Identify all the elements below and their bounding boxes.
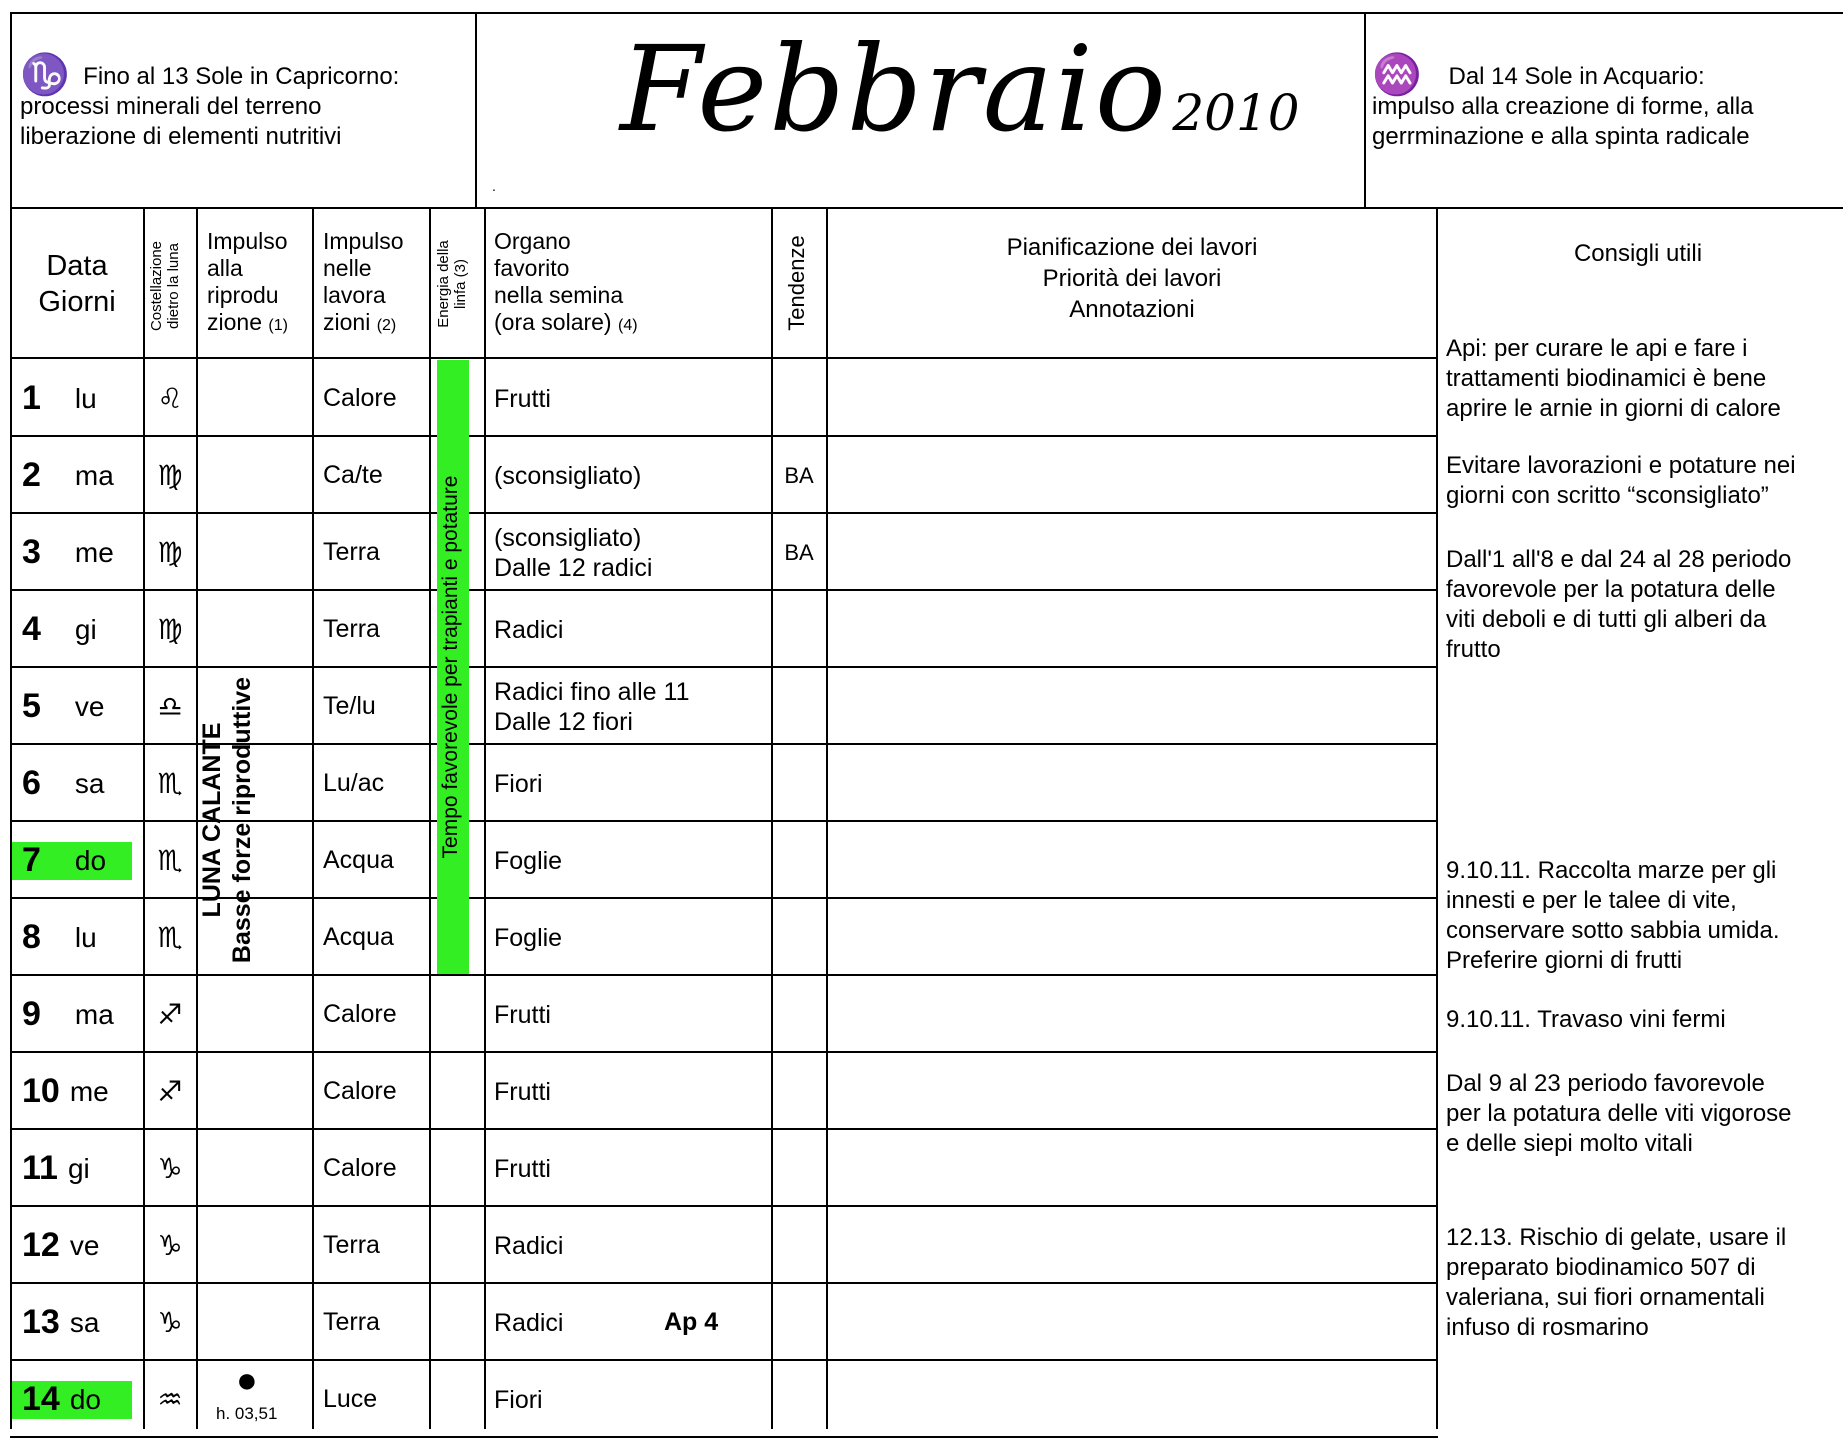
day-name: do [69,1383,101,1415]
organo-favorito [494,899,774,976]
date-cell [12,822,134,899]
organo-favorito [494,437,774,514]
zodiac-sign-icon: ♑ [157,1152,183,1185]
col-imp-lav-note: (2) [376,317,397,334]
zodiac-sign-icon: ♑ [157,1306,183,1339]
date-cell [12,976,134,1053]
day-name: gi [74,613,97,645]
zodiac-sign-icon: ♍ [157,613,183,646]
day-number: 1 [22,379,41,417]
zodiac-sign-icon: ♌ [157,382,183,415]
header-right-line3: gerrminazione e alla spinta radicale [1372,123,1750,150]
impulso-lavorazioni: Luce [323,1385,378,1413]
linfa-band-label: Tempo favorevole per trapianti e potature [439,475,462,859]
luna-calante-label [197,570,267,1070]
col-pianif-l1: Pianificazione dei lavori [1006,234,1258,261]
day-number: 10 [22,1072,60,1110]
organo-line2: Dalle 12 fiori [494,707,633,736]
day-number: 4 [22,610,41,648]
title-month: Febbraio [620,20,1168,158]
planning-cell[interactable] [830,1130,1434,1207]
consiglio-line: aprire le arnie in giorni di calore [1446,395,1781,422]
organo-line1: Radici fino alle 11 [494,677,690,706]
day-name: sa [74,767,105,799]
consiglio-line: 12.13. Rischio di gelate, usare il [1446,1224,1787,1251]
zodiac-sign-icon: ♏ [157,844,183,877]
consiglio-line: 9.10.11. Travaso vini fermi [1446,1006,1726,1033]
organo-line1: Fiori [494,1385,543,1414]
col-imp-rip-l1: Impulso [207,228,288,254]
table-row [10,1284,1438,1361]
date-cell [12,1284,134,1361]
planning-cell[interactable] [830,360,1434,437]
planning-cell[interactable] [830,1053,1434,1130]
col-imp-lav-l4: zioni [323,309,371,335]
tendenze-cell [773,668,825,745]
day-number: 13 [22,1303,60,1341]
organo-line1: Radici [494,1231,564,1260]
consiglio-line: favorevole per la potatura delle [1446,576,1776,603]
day-name: lu [74,382,97,414]
date-cell [12,437,134,514]
header-left [20,52,460,152]
planning-cell[interactable] [830,745,1434,822]
date-cell [12,745,134,822]
day-number: 6 [22,764,41,802]
consiglio-block [1446,1005,1836,1035]
impulso-lavorazioni: Calore [323,1154,397,1182]
organo-favorito [494,1361,774,1438]
col-header-data [12,248,142,320]
col-organo-l1: Organo [494,228,571,254]
tendenze-cell [773,976,825,1053]
col-header-organo [494,228,769,339]
organo-line1: Foglie [494,846,563,875]
col-organo-l3: nella semina [494,282,624,308]
date-cell [12,1361,134,1438]
day-number: 11 [22,1149,58,1187]
header-right-line2: impulso alla creazione di forme, alla [1372,93,1754,120]
zodiac-sign-icon: ♍ [157,459,183,492]
col-costellazione-line2: dietro la luna [165,243,182,329]
zodiac-sign-icon: ♐ [157,1075,183,1108]
day-name: me [69,1075,109,1107]
consiglio-line: per la potatura delle viti vigorose [1446,1100,1792,1127]
date-cell [12,591,134,668]
consiglio-block [1446,451,1836,511]
tendenze-cell [773,899,825,976]
zodiac-sign-icon: ♒ [157,1383,183,1416]
col-imp-lav-l2: nelle [323,255,372,281]
col-header-costellazione [148,226,192,346]
zodiac-sign-icon: ♏ [157,921,183,954]
day-number: 14 [22,1380,60,1418]
col-header-tendenze: Tendenze [784,235,809,331]
header-right [1372,52,1832,152]
planning-cell[interactable] [830,514,1434,591]
day-name: me [74,536,114,568]
consiglio-line: Dall'1 all'8 e dal 24 al 28 periodo [1446,546,1792,573]
table-row [10,437,1438,514]
organo-extra: Ap 4 [664,1308,719,1336]
impulso-lavorazioni: Terra [323,538,380,566]
zodiac-sign-icon: ♑ [157,1229,183,1262]
tendenze-cell: BA [784,462,814,488]
col-organo-l4: (ora solare) [494,309,612,335]
col-imp-rip-note: (1) [268,317,288,334]
col-imp-rip-l4: zione [207,309,262,335]
col-imp-rip-l2: alla [207,255,243,281]
day-name: sa [69,1306,100,1338]
date-cell [12,668,134,745]
day-number: 5 [22,687,41,725]
tendenze-cell [773,1207,825,1284]
zodiac-sign-icon: ♐ [157,998,183,1031]
day-name: lu [74,921,97,953]
table-row [10,1130,1438,1207]
col-imp-rip-l3: riprodu [207,282,279,308]
organo-line1: Fiori [494,769,543,798]
consiglio-block [1446,334,1836,424]
header-left-line2: processi minerali del terreno [20,93,322,120]
impulso-lavorazioni: Terra [323,1231,380,1259]
capricorn-icon: ♑ [20,52,70,98]
consiglio-block [1446,1069,1836,1159]
organo-line1: (sconsigliato) [494,461,642,490]
impulso-lavorazioni: Terra [323,615,380,643]
planning-cell[interactable] [830,1207,1434,1284]
tendenze-cell [773,1361,825,1438]
tendenze-cell [773,360,825,437]
planning-cell[interactable] [830,1361,1434,1438]
col-organo-note: (4) [618,317,638,334]
tendenze-cell [773,591,825,668]
day-name: ma [74,998,114,1030]
planning-cell[interactable] [830,822,1434,899]
col-imp-lav-l1: Impulso [323,228,404,254]
col-energia-line2: linfa (3) [452,258,469,310]
day-number: 9 [22,995,41,1033]
impulso-lavorazioni: Calore [323,384,397,412]
header-right-line1: Dal 14 Sole in Acquario: [1448,63,1705,90]
planning-cell[interactable] [830,1284,1434,1361]
col-header-impulso-lavorazioni [323,228,428,339]
consiglio-line: giorni con scritto “sconsigliato” [1446,482,1769,509]
consiglio-line: e delle siepi molto vitali [1446,1130,1693,1157]
date-cell [12,360,134,437]
impulso-lavorazioni: Calore [323,1077,397,1105]
table-row [10,360,1438,437]
impulso-lavorazioni: Acqua [323,923,394,951]
organo-line1: Foglie [494,923,563,952]
col-data-line1: Data [46,250,108,282]
col-header-pianificazione [828,232,1436,325]
full-moon-time: h. 03,51 [216,1404,278,1423]
col-header-impulso-riproduzione [207,228,312,339]
table-row [10,1361,1438,1438]
col-header-energia-linfa [435,229,479,339]
planning-cell[interactable] [830,668,1434,745]
organo-favorito [494,976,774,1053]
header-left-line3: liberazione di elementi nutritivi [20,123,342,150]
aquarius-icon: ♒ [1372,52,1422,98]
consiglio-line: Preferire giorni di frutti [1446,947,1683,974]
tendenze-cell [773,1130,825,1207]
consiglio-line: preparato biodinamico 507 di [1446,1254,1756,1281]
day-number: 8 [22,918,41,956]
col-pianif-l3: Annotazioni [1069,296,1195,323]
tendenze-cell [773,1284,825,1361]
col-data-line2: Giorni [38,286,116,318]
day-name: ve [74,690,105,722]
col-energia-line1: Energia della [435,240,452,328]
day-number: 3 [22,533,41,571]
col-imp-lav-l3: lavora [323,282,386,308]
full-moon-icon: ● [236,1359,258,1400]
consiglio-block [1446,1223,1836,1343]
consiglio-line: innesti e per le talee di vite, [1446,887,1737,914]
table-row [10,1207,1438,1284]
day-name: gi [67,1152,90,1184]
date-cell [12,1130,134,1207]
page-title [620,20,1320,170]
day-number: 12 [22,1226,60,1264]
planning-cell[interactable] [830,976,1434,1053]
planning-cell[interactable] [830,899,1434,976]
date-cell [12,514,134,591]
organo-line1: Frutti [494,1077,551,1106]
organo-line1: Radici [494,1308,564,1337]
organo-favorito [494,668,774,745]
organo-favorito [494,822,774,899]
planning-cell[interactable] [830,591,1434,668]
luna-line2: Basse forze riproduttive [228,676,256,964]
organo-line1: Radici [494,615,564,644]
col-header-consigli: Consigli utili [1573,240,1703,267]
organo-line1: (sconsigliato) [494,523,642,552]
consiglio-line: conservare sotto sabbia umida. [1446,917,1780,944]
day-name: ma [74,459,114,491]
tendenze-cell: BA [784,539,814,565]
consiglio-line: Dal 9 al 23 periodo favorevole [1446,1070,1765,1097]
organo-line1: Frutti [494,384,551,413]
organo-favorito [494,360,774,437]
date-cell [12,1207,134,1284]
tendenze-cell [773,1053,825,1130]
organo-favorito [494,1207,774,1284]
header-dot: . [492,178,496,194]
organo-line1: Frutti [494,1000,551,1029]
organo-favorito [494,514,774,591]
consiglio-line: 9.10.11. Raccolta marze per gli [1446,857,1777,884]
title-year: 2010 [1172,84,1300,142]
tendenze-cell [773,745,825,822]
impulso-lavorazioni: Lu/ac [323,769,385,797]
header-left-line1: Fino al 13 Sole in Capricorno: [83,63,400,90]
impulso-lavorazioni: Terra [323,1308,380,1336]
consiglio-block [1446,545,1836,665]
day-number: 2 [22,456,41,494]
consiglio-block [1446,856,1836,976]
organo-favorito [494,745,774,822]
impulso-lavorazioni: Acqua [323,846,394,874]
col-pianif-l2: Priorità dei lavori [1042,265,1222,292]
date-cell [12,1053,134,1130]
col-organo-l2: favorito [494,255,570,281]
tendenze-cell [773,822,825,899]
consiglio-line: Api: per curare le api e fare i [1446,335,1748,362]
consiglio-line: trattamenti biodinamici è bene [1446,365,1767,392]
organo-favorito [494,1053,774,1130]
consiglio-line: viti deboli e di tutti gli alberi da [1446,606,1767,633]
organo-line2: Dalle 12 radici [494,553,653,582]
organo-favorito [494,591,774,668]
organo-favorito [494,1130,774,1207]
day-number: 7 [22,841,41,879]
consiglio-line: valeriana, sui fiori ornamentali [1446,1284,1765,1311]
impulso-lavorazioni: Te/lu [323,692,376,720]
impulso-lavorazioni: Calore [323,1000,397,1028]
planning-cell[interactable] [830,437,1434,514]
consiglio-line: infuso di rosmarino [1446,1314,1649,1341]
zodiac-sign-icon: ♎ [157,690,183,723]
consiglio-line: Evitare lavorazioni e potature nei [1446,452,1796,479]
zodiac-sign-icon: ♍ [157,536,183,569]
zodiac-sign-icon: ♏ [157,767,183,800]
consiglio-line: frutto [1446,636,1501,663]
luna-line1: LUNA CALANTE [198,722,226,918]
day-name: ve [69,1229,100,1261]
day-name: do [74,844,107,876]
impulso-lavorazioni: Ca/te [323,461,383,489]
date-cell [12,899,134,976]
col-costellazione-line1: Costellazione [148,240,165,332]
organo-line1: Frutti [494,1154,551,1183]
